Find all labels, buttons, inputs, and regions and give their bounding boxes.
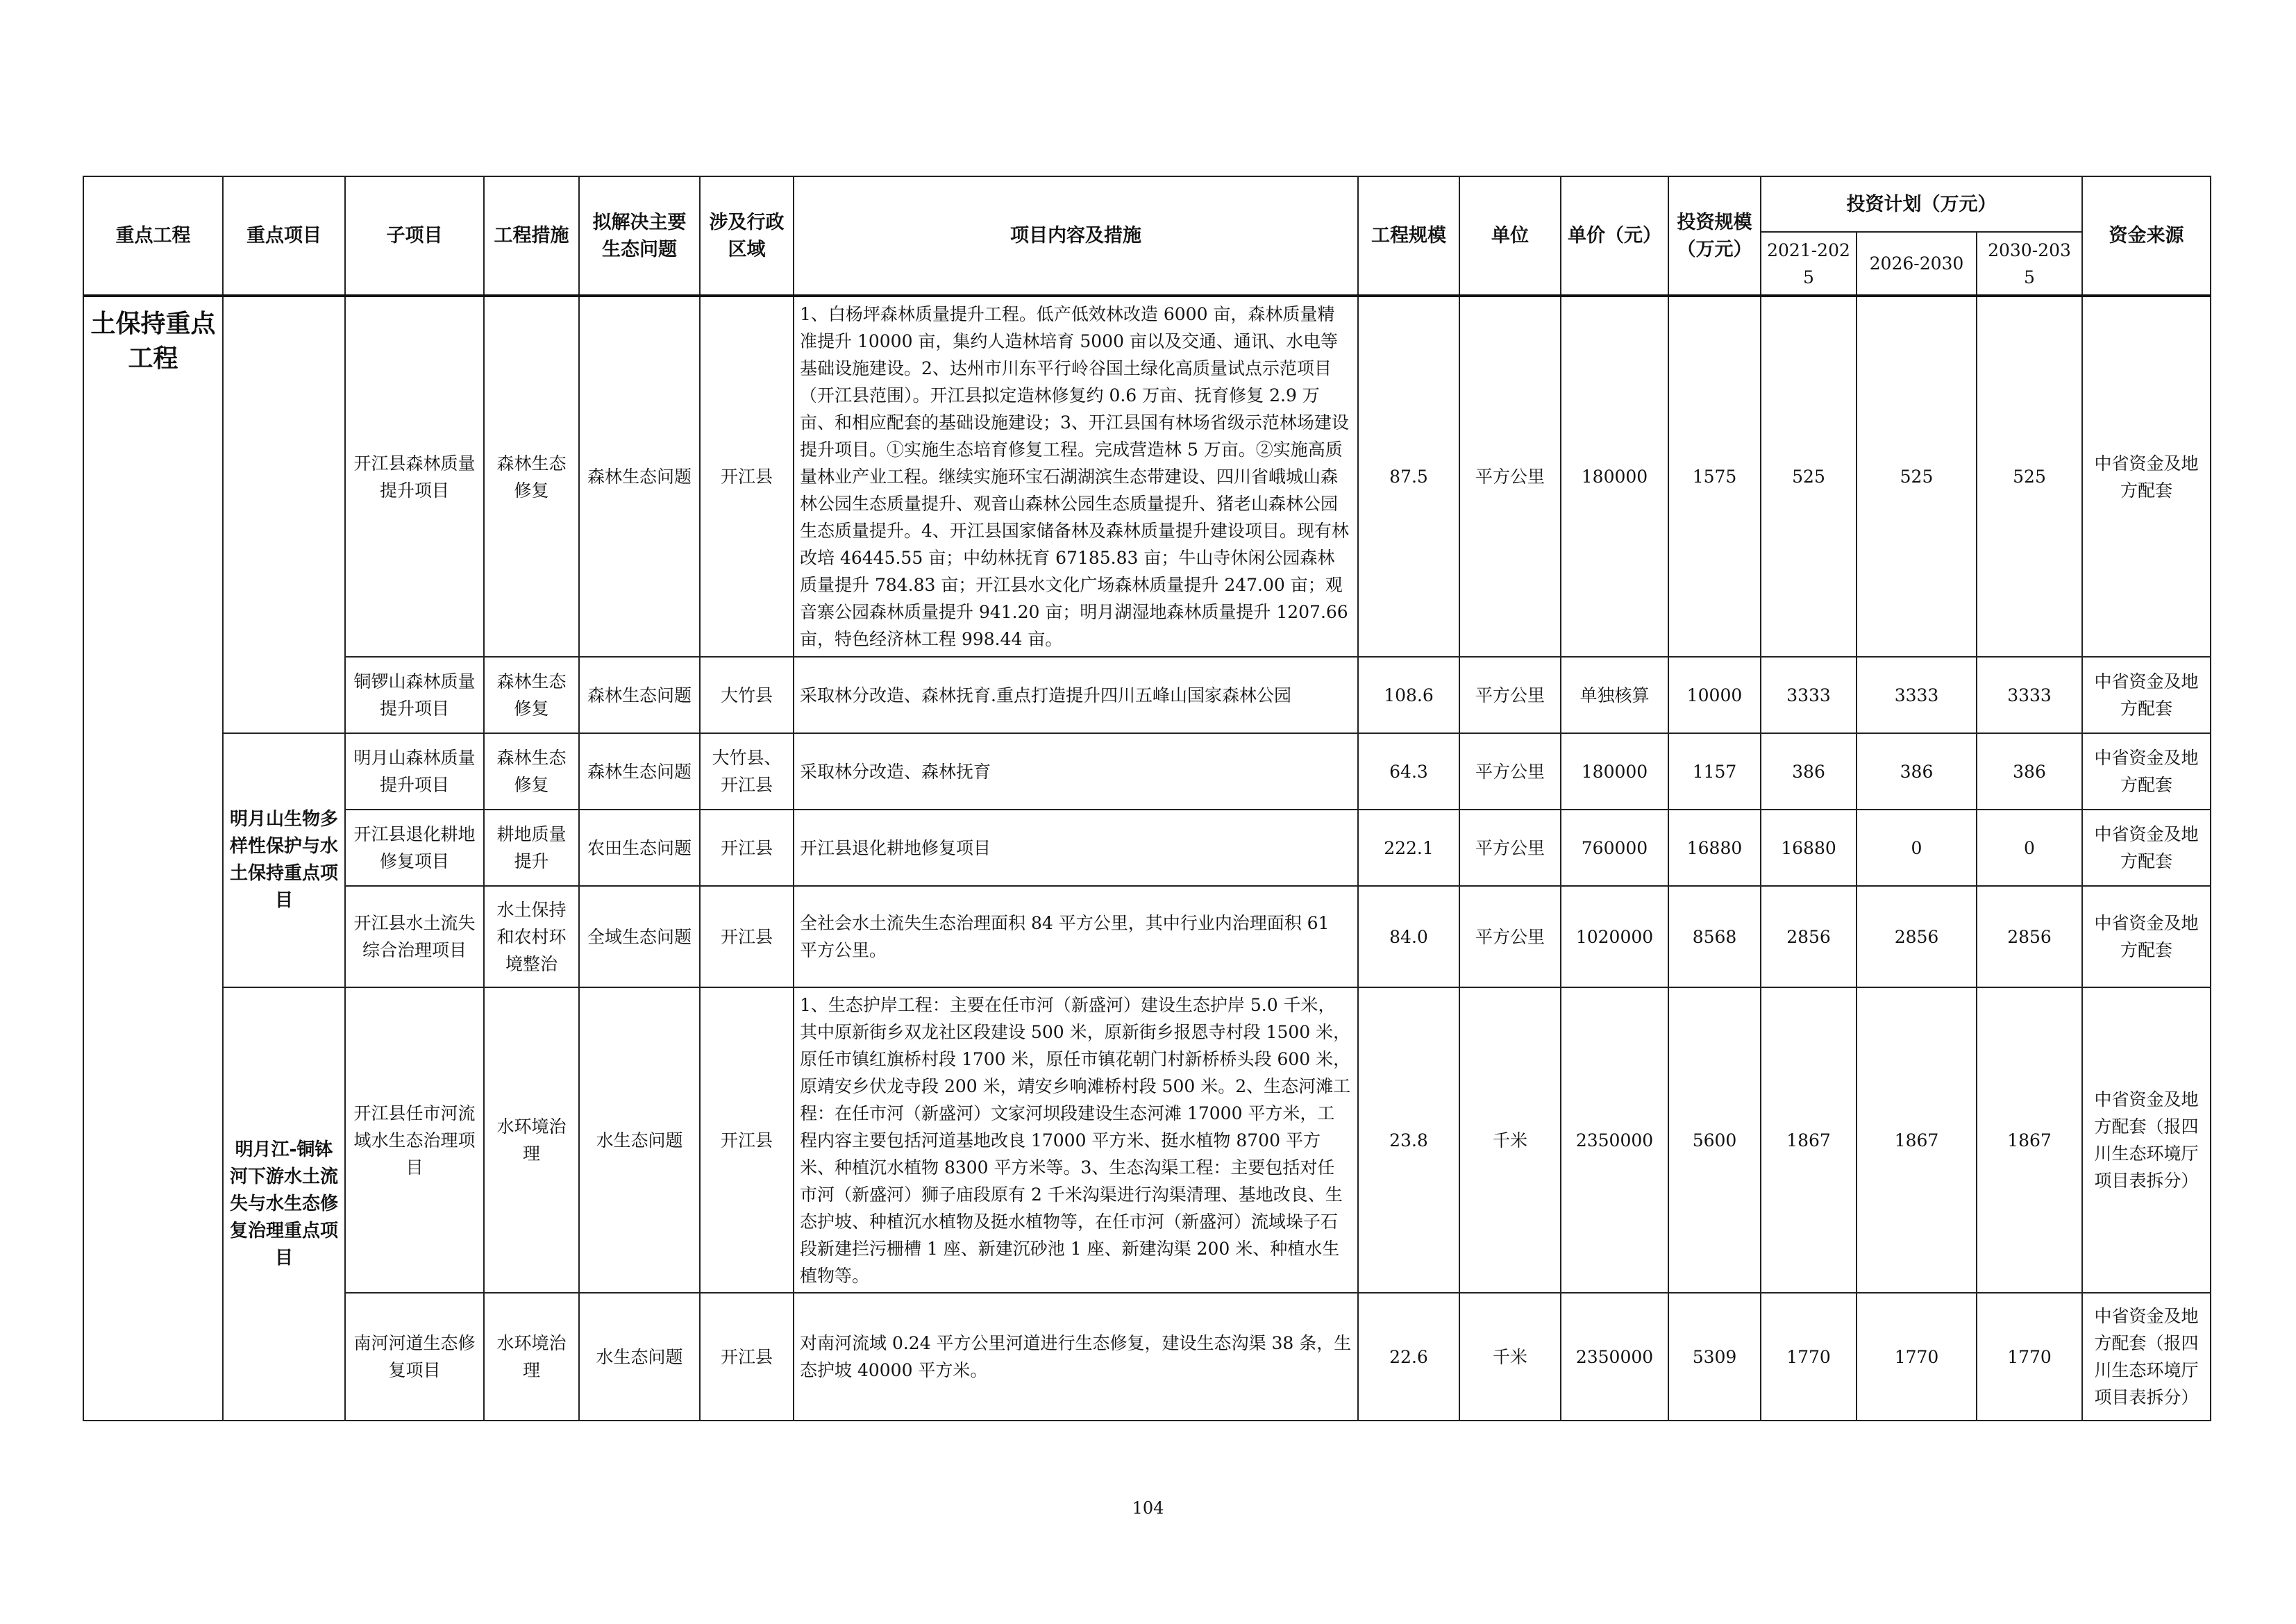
table-row: [83, 296, 2211, 657]
period-1-cell: 386: [1761, 733, 1857, 810]
unit-cell: 平方公里: [1459, 296, 1561, 657]
period-2-cell: 1770: [1857, 1293, 1977, 1421]
area-cell: 开江县: [700, 987, 794, 1293]
header-period-2: 2026-2030: [1857, 232, 1977, 296]
header-row-1: [83, 176, 2211, 232]
period-3-cell: 1867: [1977, 987, 2082, 1293]
header-project: 重点项目: [223, 176, 345, 296]
content-cell: 采取林分改造、森林抚育: [794, 733, 1358, 810]
sub-project-cell: 开江县森林质量提升项目: [345, 296, 484, 657]
period-2-cell: 3333: [1857, 657, 1977, 733]
table-row: [83, 733, 2211, 810]
content-cell: 对南河流域 0.24 平方公里河道进行生态修复，建设生态沟渠 38 条，生态护坡 40000 平方米。: [794, 1293, 1358, 1421]
period-2-cell: 2856: [1857, 886, 1977, 987]
measure-cell: 水环境治理: [484, 1293, 579, 1421]
measure-cell: 森林生态修复: [484, 733, 579, 810]
scale-cell: 108.6: [1358, 657, 1459, 733]
price-cell: 760000: [1561, 810, 1668, 886]
problem-cell: 全域生态问题: [579, 886, 700, 987]
unit-cell: 平方公里: [1459, 810, 1561, 886]
scale-cell: 222.1: [1358, 810, 1459, 886]
source-cell: 中省资金及地方配套: [2082, 733, 2211, 810]
scale-cell: 23.8: [1358, 987, 1459, 1293]
problem-cell: 森林生态问题: [579, 657, 700, 733]
content-cell: 开江县退化耕地修复项目: [794, 810, 1358, 886]
problem-cell: 水生态问题: [579, 1293, 700, 1421]
period-3-cell: 386: [1977, 733, 2082, 810]
header-plan: 投资计划（万元）: [1761, 176, 2082, 232]
measure-cell: 水环境治理: [484, 987, 579, 1293]
header-invest: 投资规模（万元）: [1668, 176, 1761, 296]
table-row: [83, 810, 2211, 886]
scale-cell: 87.5: [1358, 296, 1459, 657]
project-cell: [223, 296, 345, 733]
price-cell: 1020000: [1561, 886, 1668, 987]
investment-plan-table: [83, 176, 2211, 1421]
header-unit: 单位: [1459, 176, 1561, 296]
problem-cell: 森林生态问题: [579, 296, 700, 657]
measure-cell: 森林生态修复: [484, 296, 579, 657]
header-period-1: 2021-2025: [1761, 232, 1857, 296]
period-2-cell: 0: [1857, 810, 1977, 886]
problem-cell: 农田生态问题: [579, 810, 700, 886]
area-cell: 大竹县: [700, 657, 794, 733]
measure-cell: 森林生态修复: [484, 657, 579, 733]
scale-cell: 22.6: [1358, 1293, 1459, 1421]
sub-project-cell: 开江县水土流失综合治理项目: [345, 886, 484, 987]
area-cell: 开江县: [700, 886, 794, 987]
project-cell: 明月江-铜钵河下游水土流失与水生态修复治理重点项目: [223, 987, 345, 1421]
period-1-cell: 16880: [1761, 810, 1857, 886]
source-cell: 中省资金及地方配套: [2082, 810, 2211, 886]
period-3-cell: 3333: [1977, 657, 2082, 733]
invest-cell: 5309: [1668, 1293, 1761, 1421]
area-cell: 大竹县、开江县: [700, 733, 794, 810]
table-row: [83, 987, 2211, 1293]
project-cell: 明月山生物多样性保护与水土保持重点项目: [223, 733, 345, 987]
price-cell: 180000: [1561, 296, 1668, 657]
period-1-cell: 525: [1761, 296, 1857, 657]
source-cell: 中省资金及地方配套（报四川生态环境厅项目表拆分）: [2082, 1293, 2211, 1421]
sub-project-cell: 开江县任市河流域水生态治理项目: [345, 987, 484, 1293]
period-1-cell: 1770: [1761, 1293, 1857, 1421]
invest-cell: 1157: [1668, 733, 1761, 810]
source-cell: 中省资金及地方配套（报四川生态环境厅项目表拆分）: [2082, 987, 2211, 1293]
source-cell: 中省资金及地方配套: [2082, 296, 2211, 657]
sub-project-cell: 南河河道生态修复项目: [345, 1293, 484, 1421]
area-cell: 开江县: [700, 810, 794, 886]
price-cell: 2350000: [1561, 987, 1668, 1293]
sub-project-cell: 铜锣山森林质量提升项目: [345, 657, 484, 733]
invest-cell: 1575: [1668, 296, 1761, 657]
sub-project-cell: 明月山森林质量提升项目: [345, 733, 484, 810]
invest-cell: 10000: [1668, 657, 1761, 733]
sub-project-cell: 开江县退化耕地修复项目: [345, 810, 484, 886]
period-2-cell: 386: [1857, 733, 1977, 810]
invest-cell: 16880: [1668, 810, 1761, 886]
source-cell: 中省资金及地方配套: [2082, 657, 2211, 733]
header-source: 资金来源: [2082, 176, 2211, 296]
table-row: [83, 657, 2211, 733]
engineering-cell: 土保持重点工程: [83, 296, 223, 1421]
scale-cell: 64.3: [1358, 733, 1459, 810]
period-3-cell: 2856: [1977, 886, 2082, 987]
unit-cell: 平方公里: [1459, 733, 1561, 810]
header-content: 项目内容及措施: [794, 176, 1358, 296]
period-3-cell: 525: [1977, 296, 2082, 657]
unit-cell: 平方公里: [1459, 657, 1561, 733]
header-measure: 工程措施: [484, 176, 579, 296]
header-sub-project: 子项目: [345, 176, 484, 296]
unit-cell: 千米: [1459, 1293, 1561, 1421]
table-row: [83, 1293, 2211, 1421]
problem-cell: 水生态问题: [579, 987, 700, 1293]
header-problem: 拟解决主要生态问题: [579, 176, 700, 296]
measure-cell: 耕地质量提升: [484, 810, 579, 886]
content-cell: 采取林分改造、森林抚育.重点打造提升四川五峰山国家森林公园: [794, 657, 1358, 733]
area-cell: 开江县: [700, 296, 794, 657]
page-number: 104: [1132, 1498, 1164, 1518]
price-cell: 单独核算: [1561, 657, 1668, 733]
period-1-cell: 3333: [1761, 657, 1857, 733]
period-3-cell: 0: [1977, 810, 2082, 886]
price-cell: 180000: [1561, 733, 1668, 810]
unit-cell: 平方公里: [1459, 886, 1561, 987]
period-3-cell: 1770: [1977, 1293, 2082, 1421]
header-engineering: 重点工程: [83, 176, 223, 296]
header-period-3: 2030-2035: [1977, 232, 2082, 296]
content-cell: 1、生态护岸工程：主要在任市河（新盛河）建设生态护岸 5.0 千米，其中原新街乡双龙社区段建设 500 米，原新街乡报恩寺村段 1500 米，原任市镇红旗桥村段 1700 米，原任市镇花朝门村新桥桥头段 600 米，原靖安乡伏龙寺段 200 米，靖安乡响滩桥村段 500 米。2、生态河滩工程：在任市河（新盛河）文家河坝段建设生态河滩 17000 平方米，工程内容主要包括河道基地改良 17000 平方米、挺水植物 8700 平方米、种植沉水植物 8300 平方米等。3、生态沟渠工程：主要包括对任市河（新盛河）狮子庙段原有 2 千米沟渠进行沟渠清理、基地改良、生态护坡、种植沉水植物及挺水植物等，在任市河（新盛河）流域垛子石段新建拦污栅槽 1 座、新建沉砂池 1 座、新建沟渠 200 米、种植水生植物等。: [794, 987, 1358, 1293]
content-cell: 全社会水土流失生态治理面积 84 平方公里，其中行业内治理面积 61 平方公里。: [794, 886, 1358, 987]
source-cell: 中省资金及地方配套: [2082, 886, 2211, 987]
problem-cell: 森林生态问题: [579, 733, 700, 810]
measure-cell: 水土保持和农村环境整治: [484, 886, 579, 987]
period-1-cell: 1867: [1761, 987, 1857, 1293]
table-row: [83, 886, 2211, 987]
unit-cell: 千米: [1459, 987, 1561, 1293]
invest-cell: 5600: [1668, 987, 1761, 1293]
content-cell: 1、白杨坪森林质量提升工程。低产低效林改造 6000 亩，森林质量精准提升 10000 亩，集约人造林培育 5000 亩以及交通、通讯、水电等基础设施建设。2、达州市川东平行岭谷国土绿化高质量试点示范项目（开江县范围）。开江县拟定造林修复约 0.6 万亩、抚育修复 2.9 万亩、和相应配套的基础设施建设；3、开江县国有林场省级示范林场建设提升项目。①实施生态培育修复工程。完成营造林 5 万亩。②实施高质量林业产业工程。继续实施环宝石湖湖滨生态带建设、四川省峨城山森林公园生态质量提升、观音山森林公园生态质量提升、猪老山森林公园生态质量提升。4、开江县国家储备林及森林质量提升建设项目。现有林改培 46445.55 亩；中幼林抚育 67185.83 亩；牛山寺休闲公园森林质量提升 784.83 亩；开江县水文化广场森林质量提升 247.00 亩；观音寨公园森林质量提升 941.20 亩；明月湖湿地森林质量提升 1207.66 亩，特色经济林工程 998.44 亩。: [794, 296, 1358, 657]
period-1-cell: 2856: [1761, 886, 1857, 987]
header-price: 单价（元）: [1561, 176, 1668, 296]
header-scale: 工程规模: [1358, 176, 1459, 296]
period-2-cell: 1867: [1857, 987, 1977, 1293]
header-area: 涉及行政区域: [700, 176, 794, 296]
scale-cell: 84.0: [1358, 886, 1459, 987]
invest-cell: 8568: [1668, 886, 1761, 987]
period-2-cell: 525: [1857, 296, 1977, 657]
price-cell: 2350000: [1561, 1293, 1668, 1421]
area-cell: 开江县: [700, 1293, 794, 1421]
